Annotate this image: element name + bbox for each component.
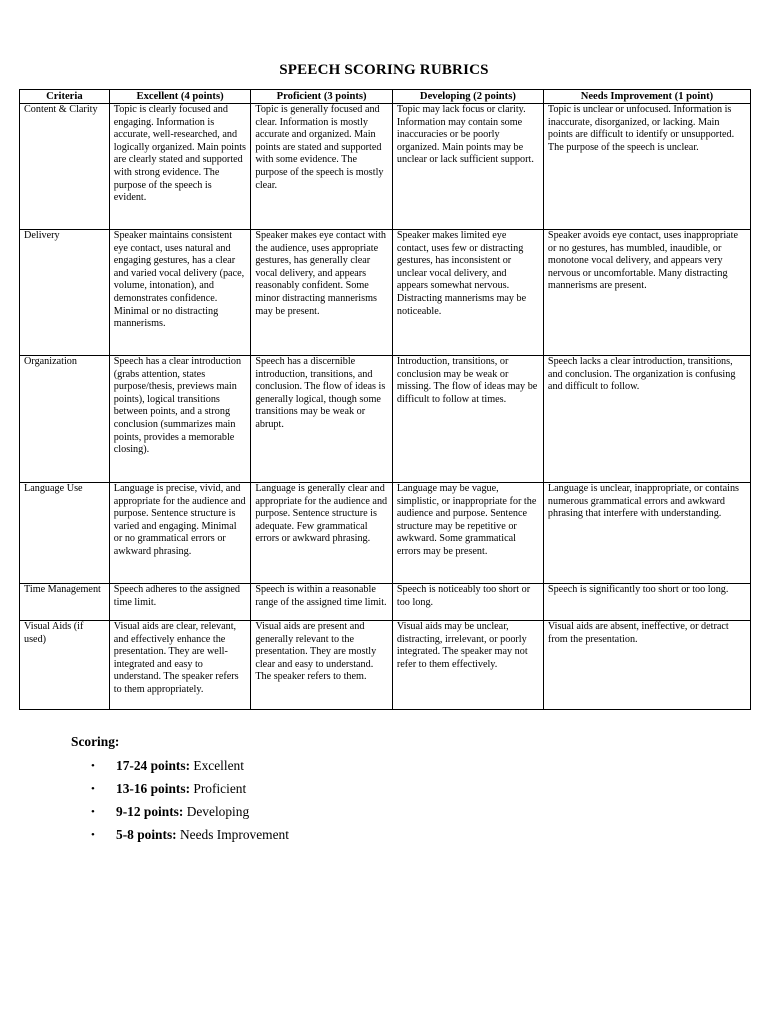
header-needs-improvement: Needs Improvement (1 point) bbox=[543, 90, 750, 104]
score-level: Needs Improvement bbox=[180, 827, 289, 842]
list-item bbox=[71, 827, 289, 850]
proficient-cell: Topic is generally focused and clear. Information is mostly accurate and organized. Main points are stated and supported with some evidence. The purpose of the speech is mostly clear. bbox=[251, 104, 393, 230]
criteria-cell: Delivery bbox=[20, 230, 110, 356]
proficient-cell: Speech has a discernible introduction, transitions, and conclusion. The flow of ideas is generally logical, though some transitions may be weak or abrupt. bbox=[251, 356, 393, 483]
bullet-icon: • bbox=[91, 829, 95, 841]
developing-cell: Visual aids may be unclear, distracting, irrelevant, or poorly integrated. The speaker may not refer to them effectively. bbox=[392, 621, 543, 710]
scoring-section bbox=[71, 734, 289, 850]
needs-improvement-cell: Speech is significantly too short or too long. bbox=[543, 584, 750, 621]
header-excellent: Excellent (4 points) bbox=[109, 90, 251, 104]
developing-cell: Speech is noticeably too short or too long. bbox=[392, 584, 543, 621]
header-proficient: Proficient (3 points) bbox=[251, 90, 393, 104]
needs-improvement-cell: Language is unclear, inappropriate, or contains numerous grammatical errors and awkward phrasing that interfere with understanding. bbox=[543, 483, 750, 584]
proficient-cell: Language is generally clear and appropriate for the audience and purpose. Sentence structure is adequate. Few grammatical errors or awkward phrasing. bbox=[251, 483, 393, 584]
table-row bbox=[20, 230, 751, 356]
proficient-cell: Speech is within a reasonable range of the assigned time limit. bbox=[251, 584, 393, 621]
scoring-list bbox=[71, 758, 289, 850]
bullet-icon: • bbox=[91, 760, 95, 772]
header-criteria: Criteria bbox=[20, 90, 110, 104]
proficient-cell: Visual aids are present and generally relevant to the presentation. They are mostly clear and easy to understand. The speaker refers to them. bbox=[251, 621, 393, 710]
bullet-icon: • bbox=[91, 783, 95, 795]
excellent-cell: Visual aids are clear, relevant, and effectively enhance the presentation. They are well-integrated and easy to understand. The speaker refers to them appropriately. bbox=[109, 621, 251, 710]
table-row bbox=[20, 356, 751, 483]
scoring-title: Scoring: bbox=[71, 734, 120, 749]
excellent-cell: Speaker maintains consistent eye contact, uses natural and engaging gestures, has a clear and varied vocal delivery (pace, volume, intonation), and demonstrates confidence. Minimal or no distracting mannerisms. bbox=[109, 230, 251, 356]
developing-cell: Speaker makes limited eye contact, uses few or distracting gestures, has inconsistent or unclear vocal delivery, and appears somewhat nervous. Distracting mannerisms may be noticeable. bbox=[392, 230, 543, 356]
score-range: 13-16 points: bbox=[116, 781, 194, 796]
developing-cell: Language may be vague, simplistic, or inappropriate for the audience and purpose. Sentence structure may be repetitive or awkward. Some grammatical errors may be present. bbox=[392, 483, 543, 584]
page-title: SPEECH SCORING RUBRICS bbox=[279, 62, 489, 78]
criteria-cell: Content & Clarity bbox=[20, 104, 110, 230]
needs-improvement-cell: Visual aids are absent, ineffective, or detract from the presentation. bbox=[543, 621, 750, 710]
excellent-cell: Language is precise, vivid, and appropriate for the audience and purpose. Sentence structure is varied and engaging. Minimal or no grammatical errors or awkward phrasing. bbox=[109, 483, 251, 584]
list-item bbox=[71, 781, 289, 804]
criteria-cell: Organization bbox=[20, 356, 110, 483]
criteria-cell: Visual Aids (if used) bbox=[20, 621, 110, 710]
proficient-cell: Speaker makes eye contact with the audience, uses appropriate gestures, has generally clear vocal delivery, and appears reasonably confident. Some minor distracting mannerisms may be present. bbox=[251, 230, 393, 356]
list-item bbox=[71, 804, 289, 827]
needs-improvement-cell: Speech lacks a clear introduction, transitions, and conclusion. The organization is confusing and difficult to follow. bbox=[543, 356, 750, 483]
excellent-cell: Speech has a clear introduction (grabs attention, states purpose/thesis, previews main points), logical transitions between points, and a strong conclusion (summarizes main points, provides a memorable closing). bbox=[109, 356, 251, 483]
table-header-row bbox=[20, 90, 751, 104]
needs-improvement-cell: Speaker avoids eye contact, uses inappropriate or no gestures, has mumbled, inaudible, or monotone vocal delivery, and appears very nervous or uncomfortable. Many distracting mannerisms are present. bbox=[543, 230, 750, 356]
score-level: Excellent bbox=[193, 758, 244, 773]
excellent-cell: Speech adheres to the assigned time limit. bbox=[109, 584, 251, 621]
table-row bbox=[20, 584, 751, 621]
developing-cell: Introduction, transitions, or conclusion may be weak or missing. The flow of ideas may be difficult to follow at times. bbox=[392, 356, 543, 483]
header-developing: Developing (2 points) bbox=[392, 90, 543, 104]
score-range: 9-12 points: bbox=[116, 804, 187, 819]
table-row bbox=[20, 621, 751, 710]
needs-improvement-cell: Topic is unclear or unfocused. Information is inaccurate, disorganized, or lacking. Main points are difficult to identify or unsupported. The purpose of the speech is unclear. bbox=[543, 104, 750, 230]
rubric-table bbox=[19, 89, 751, 710]
list-item bbox=[71, 758, 289, 781]
score-level: Proficient bbox=[193, 781, 247, 796]
developing-cell: Topic may lack focus or clarity. Information may contain some inaccuracies or be poorly organized. Main points may be unclear or lack sufficient support. bbox=[392, 104, 543, 230]
excellent-cell: Topic is clearly focused and engaging. Information is accurate, well-researched, and logically organized. Main points are clearly stated and supported with strong evidence. The purpose of the speech is evident. bbox=[109, 104, 251, 230]
criteria-cell: Language Use bbox=[20, 483, 110, 584]
table-row bbox=[20, 104, 751, 230]
score-level: Developing bbox=[186, 804, 250, 819]
table-row bbox=[20, 483, 751, 584]
bullet-icon: • bbox=[91, 806, 95, 818]
score-range: 17-24 points: bbox=[116, 758, 194, 773]
score-range: 5-8 points: bbox=[116, 827, 180, 842]
criteria-cell: Time Management bbox=[20, 584, 110, 621]
